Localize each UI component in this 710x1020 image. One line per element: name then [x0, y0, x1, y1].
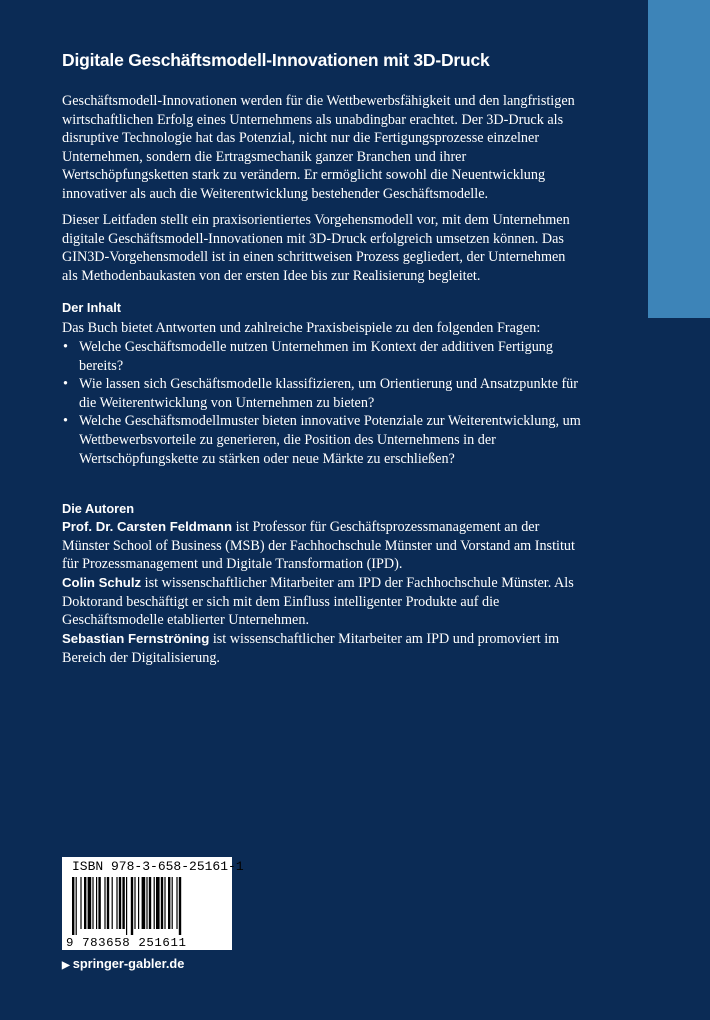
barcode-bars: [72, 877, 224, 935]
bullet-icon: •: [63, 376, 68, 393]
barcode-bar: [179, 877, 181, 935]
barcode-bar: [149, 877, 151, 929]
book-title: Digitale Geschäftsmodell-Innovationen mit 3D-Druck: [62, 50, 490, 70]
barcode-bar: [104, 877, 105, 929]
author-bio-3: Sebastian Fernströning ist wissenschaftlicher Mitarbeiter am IPD und promoviert im Bereich der Digitalisierung.: [62, 631, 560, 666]
barcode-bar: [80, 877, 81, 929]
barcode-bar: [131, 877, 133, 935]
barcode-bar: [156, 877, 160, 929]
isbn-label: ISBN 978-3-658-25161-1: [72, 859, 244, 874]
barcode-bar: [154, 877, 155, 929]
accent-bar: [648, 0, 710, 318]
intro-paragraph-1: Geschäftsmodell-Innovationen werden für die Wettbewerbsfähigkeit und den langfristigen wirtschaftlichen Erfolg eines Unternehmens als unabdingbar erachtet. Der 3D-Druck als disruptive Technologie hat das Potenzial, nicht nur die Fertigungsprozesse einzelner Unternehmen, sondern die Ertragsmechanik ganzer Branchen und ihrer Wertschöpfungsketten stark zu verändern. Er ermöglicht sowohl die Neuentwicklung innovativer als auch die Weiterentwicklung bestehender Geschäftsmodelle.: [62, 93, 575, 202]
barcode-bar: [92, 877, 93, 929]
play-arrow-icon: ▶: [62, 960, 70, 971]
author-name: Sebastian Fernströning: [62, 631, 210, 646]
isbn-barcode: [62, 857, 244, 950]
author-bio-1: Prof. Dr. Carsten Feldmann ist Professor für Geschäftsprozessmanagement an der Münster School of Business (MSB) der Fachhochschule Münster und Vorstand am Institut für Prozessmanagement und Digitale Transformation (IPD).: [62, 519, 575, 573]
barcode-bar: [96, 877, 97, 929]
barcode-bar: [176, 877, 177, 929]
list-item: • Wie lassen sich Geschäftsmodelle klassifizieren, um Orientierung und Ansatzpunkte für die Weiterentwicklung von Unternehmen zu bieten?: [63, 376, 578, 411]
author-bio-2: Colin Schulz ist wissenschaftlicher Mitarbeiter am IPD der Fachhochschule Münster. Als Doktorand beschäftigt er sich mit dem Einfluss intelligenter Produkte auf die Geschäftsmodelle etablierter Unternehmen.: [62, 575, 574, 629]
publisher-url: ▶ springer-gabler.de: [62, 956, 185, 971]
section-heading-inhalt: Der Inhalt: [62, 300, 122, 315]
author-name: Colin Schulz: [62, 575, 142, 590]
barcode-bar: [98, 877, 100, 929]
barcode-bar: [112, 877, 113, 929]
barcode-bar: [142, 877, 146, 929]
barcode-bar: [146, 877, 147, 929]
bullet-icon: •: [63, 339, 68, 355]
barcode-bar: [107, 877, 109, 929]
barcode-bar: [72, 877, 74, 935]
intro-paragraph-2: Dieser Leitfaden stellt ein praxisorientiertes Vorgehensmodell vor, mit dem Unternehmen digitale Geschäftsmodell-Innovationen mit 3D-Druck erfolgreich umsetzen können. Das GIN3D-Vorgehensmodell ist in einen schrittweisen Prozess gegliedert, der Unternehmen als Methodenbaukasten von der ersten Idee bis zur Realisierung begleitet.: [62, 212, 570, 284]
list-item: • Welche Geschäftsmodelle nutzen Unternehmen im Kontext der additiven Fertigung bereits?: [63, 339, 553, 374]
barcode-bar: [119, 877, 121, 929]
barcode-bar: [161, 877, 163, 929]
barcode-digits: 9 783658 251611: [66, 936, 187, 950]
inhalt-lead: Das Buch bietet Antworten und zahlreiche Praxisbeispiele zu den folgenden Fragen:: [62, 320, 541, 336]
list-item: • Welche Geschäftsmodellmuster bieten innovative Potenziale zur Weiterentwicklung, um Wettbewerbsvorteile zu generieren, die Position des Unternehmens in der Wertschöpfungskette zu stärken oder neue Märkte zu erschließen?: [63, 413, 581, 467]
barcode-bar: [134, 877, 135, 929]
barcode-bar: [168, 877, 170, 929]
barcode-bar: [164, 877, 165, 929]
barcode-bar: [88, 877, 92, 929]
barcode-bar: [138, 877, 139, 929]
author-name: Prof. Dr. Carsten Feldmann: [62, 519, 233, 534]
question-list: [62, 338, 582, 468]
barcode-bar: [84, 877, 86, 929]
section-heading-autoren: Die Autoren: [62, 501, 135, 516]
barcode-bar: [126, 877, 127, 935]
bullet-icon: •: [63, 413, 68, 430]
barcode-bar: [122, 877, 124, 929]
barcode-bar: [116, 877, 117, 929]
barcode-bar: [76, 877, 77, 935]
barcode-bar: [172, 877, 173, 929]
